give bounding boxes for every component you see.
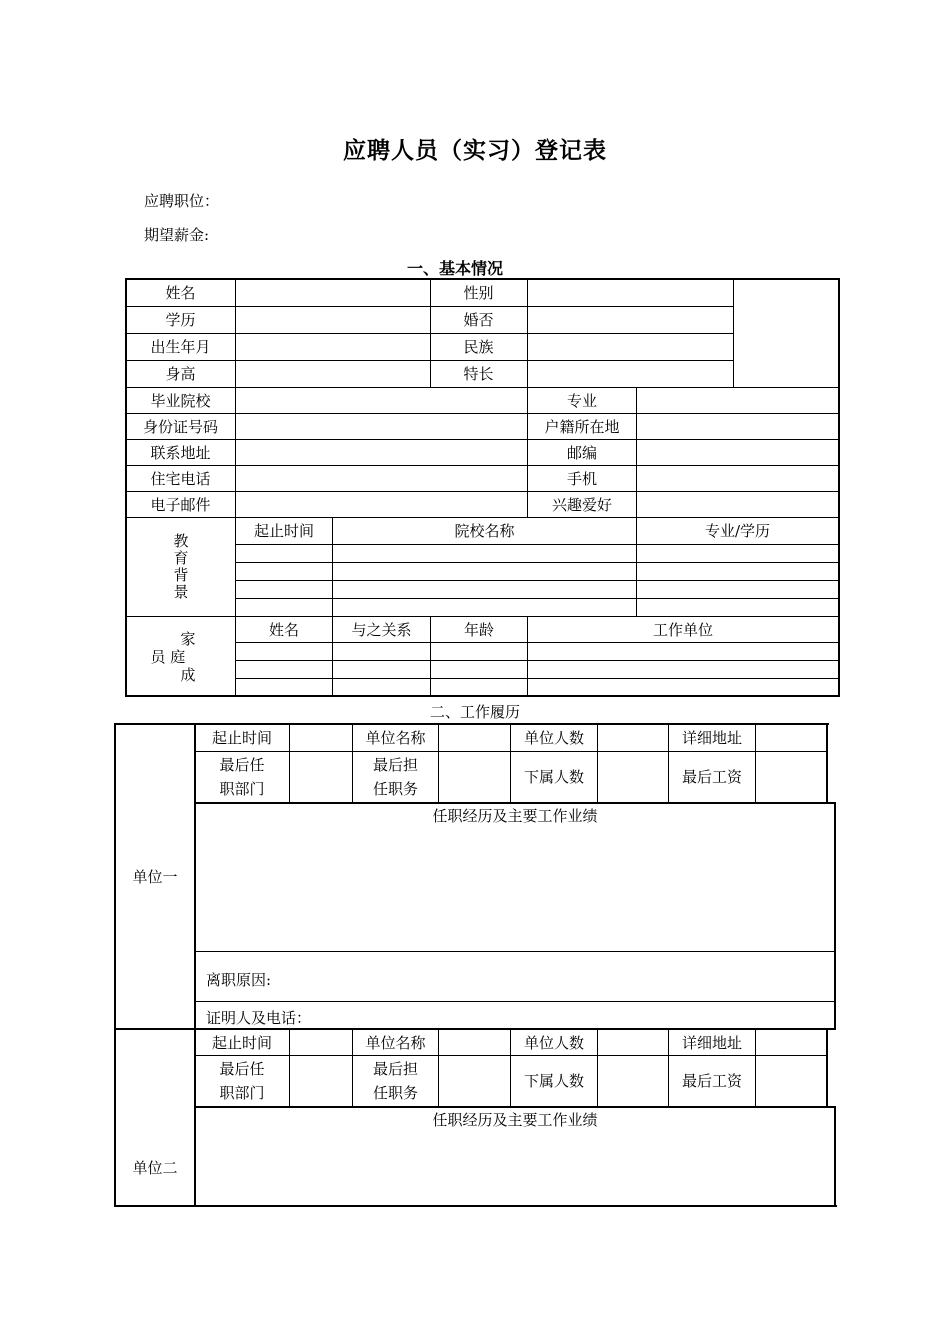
unit2-last-salary-field[interactable] (756, 1056, 826, 1106)
unit1-company-size-field[interactable] (598, 725, 668, 751)
unit2-period-label: 起止时间 (211, 1033, 272, 1052)
form-title: 应聘人员（实习）登记表 (343, 138, 607, 164)
section-work-title: 二、工作履历 (429, 703, 520, 721)
home-phone-label: 住宅电话 (150, 469, 211, 488)
ethnicity-field[interactable] (528, 334, 733, 360)
edu-header-period: 起止时间 (253, 522, 314, 540)
ethnicity-label: 民族 (463, 338, 494, 356)
school-field[interactable] (236, 388, 527, 413)
unit1-last-dept-label: 最后任 职部门 (219, 756, 265, 798)
mobile-field[interactable] (637, 466, 838, 491)
unit1-last-dept-field[interactable] (290, 752, 352, 802)
unit2-company-size-field[interactable] (598, 1030, 668, 1055)
email-label: 电子邮件 (150, 495, 211, 514)
unit1-leave-reason[interactable] (196, 952, 834, 1001)
section-basic-title: 一、基本情况 (406, 259, 503, 278)
marital-label: 婚否 (463, 311, 494, 329)
postcode-label: 邮编 (566, 443, 597, 462)
hobbies-label: 兴趣爱好 (551, 495, 612, 514)
family-header-name: 姓名 (268, 620, 299, 639)
unit2-address-label: 详细地址 (681, 1033, 742, 1052)
unit1-experience-area[interactable] (196, 804, 834, 951)
hukou-label: 户籍所在地 (544, 417, 620, 436)
unit1-period-label: 起止时间 (211, 729, 272, 747)
unit2-company-name-field[interactable] (439, 1030, 510, 1055)
education-label: 学历 (165, 311, 196, 329)
unit2-address-field[interactable] (756, 1030, 826, 1055)
school-label: 毕业院校 (150, 391, 211, 410)
unit1-company-name-label: 单位名称 (365, 729, 426, 747)
birth-field[interactable] (236, 334, 430, 360)
unit2-last-duty-label: 最后担 任职务 (372, 1060, 418, 1102)
unit1-company-name-field[interactable] (439, 725, 510, 751)
unit2-last-duty-field[interactable] (439, 1056, 510, 1106)
unit2-last-dept-field[interactable] (290, 1056, 352, 1106)
mobile-label: 手机 (566, 469, 597, 488)
unit2-subordinates-label: 下属人数 (523, 1072, 584, 1090)
education-field[interactable] (236, 307, 430, 333)
specialty-label: 特长 (463, 365, 494, 383)
unit1-company-size-label: 单位人数 (523, 729, 584, 747)
address-field[interactable] (236, 440, 527, 465)
unit2-period-field[interactable] (290, 1030, 352, 1055)
unit1-label: 单位一 (132, 867, 178, 886)
unit1-reference-label: 证明人及电话： (206, 1009, 312, 1027)
unit1-address-field[interactable] (756, 725, 826, 751)
unit1-subordinates-label: 下属人数 (523, 768, 584, 786)
photo-box[interactable] (734, 280, 838, 387)
marital-field[interactable] (528, 307, 733, 333)
name-label: 姓名 (165, 284, 196, 302)
address-label: 联系地址 (150, 443, 211, 462)
height-field[interactable] (236, 361, 430, 387)
id-number-label: 身份证号码 (142, 417, 218, 436)
edu-header-school: 院校名称 (454, 522, 515, 540)
unit2-label: 单位二 (132, 1159, 178, 1177)
unit1-leave-reason-label: 离职原因: (206, 970, 272, 989)
unit2-company-name-label: 单位名称 (365, 1033, 426, 1052)
postcode-field[interactable] (637, 440, 838, 465)
hukou-field[interactable] (637, 414, 838, 439)
hobbies-field[interactable] (637, 492, 838, 517)
id-number-field[interactable] (236, 414, 527, 439)
unit1-last-salary-field[interactable] (756, 752, 826, 802)
unit2-experience-label: 任职经历及主要工作业绩 (432, 1111, 598, 1129)
family-header-employer: 工作单位 (652, 620, 713, 639)
unit1-period-field[interactable] (290, 725, 352, 751)
email-field[interactable] (236, 492, 527, 517)
name-field[interactable] (236, 280, 430, 306)
expected-salary-label: 期望薪金: (144, 226, 210, 244)
unit1-address-label: 详细地址 (681, 729, 742, 747)
height-label: 身高 (165, 365, 196, 383)
unit1-experience-label: 任职经历及主要工作业绩 (432, 807, 598, 825)
position-applied-label: 应聘职位： (144, 192, 220, 210)
gender-label: 性别 (463, 284, 494, 302)
unit2-last-dept-label: 最后任 职部门 (219, 1060, 265, 1102)
family-members-label: 家 员 庭 成 (150, 630, 196, 684)
unit1-last-salary-label: 最后工资 (681, 768, 742, 786)
specialty-field[interactable] (528, 361, 733, 387)
major-label: 专业 (566, 391, 597, 410)
unit2-last-salary-label: 最后工资 (681, 1072, 742, 1090)
unit1-last-duty-label: 最后担 任职务 (372, 756, 418, 798)
family-header-age: 年龄 (463, 620, 494, 639)
birth-label: 出生年月 (150, 338, 211, 356)
edu-header-major: 专业/学历 (704, 522, 771, 540)
family-header-relation: 与之关系 (351, 620, 412, 639)
unit1-last-duty-field[interactable] (439, 752, 510, 802)
unit1-reference[interactable] (196, 1002, 834, 1028)
unit1-subordinates-field[interactable] (598, 752, 668, 802)
education-background-label: 教育背景 (171, 533, 190, 601)
home-phone-field[interactable] (236, 466, 527, 491)
unit2-company-size-label: 单位人数 (523, 1033, 584, 1052)
major-field[interactable] (637, 388, 838, 413)
unit2-subordinates-field[interactable] (598, 1056, 668, 1106)
gender-field[interactable] (528, 280, 733, 306)
unit2-experience-area[interactable] (196, 1108, 834, 1205)
